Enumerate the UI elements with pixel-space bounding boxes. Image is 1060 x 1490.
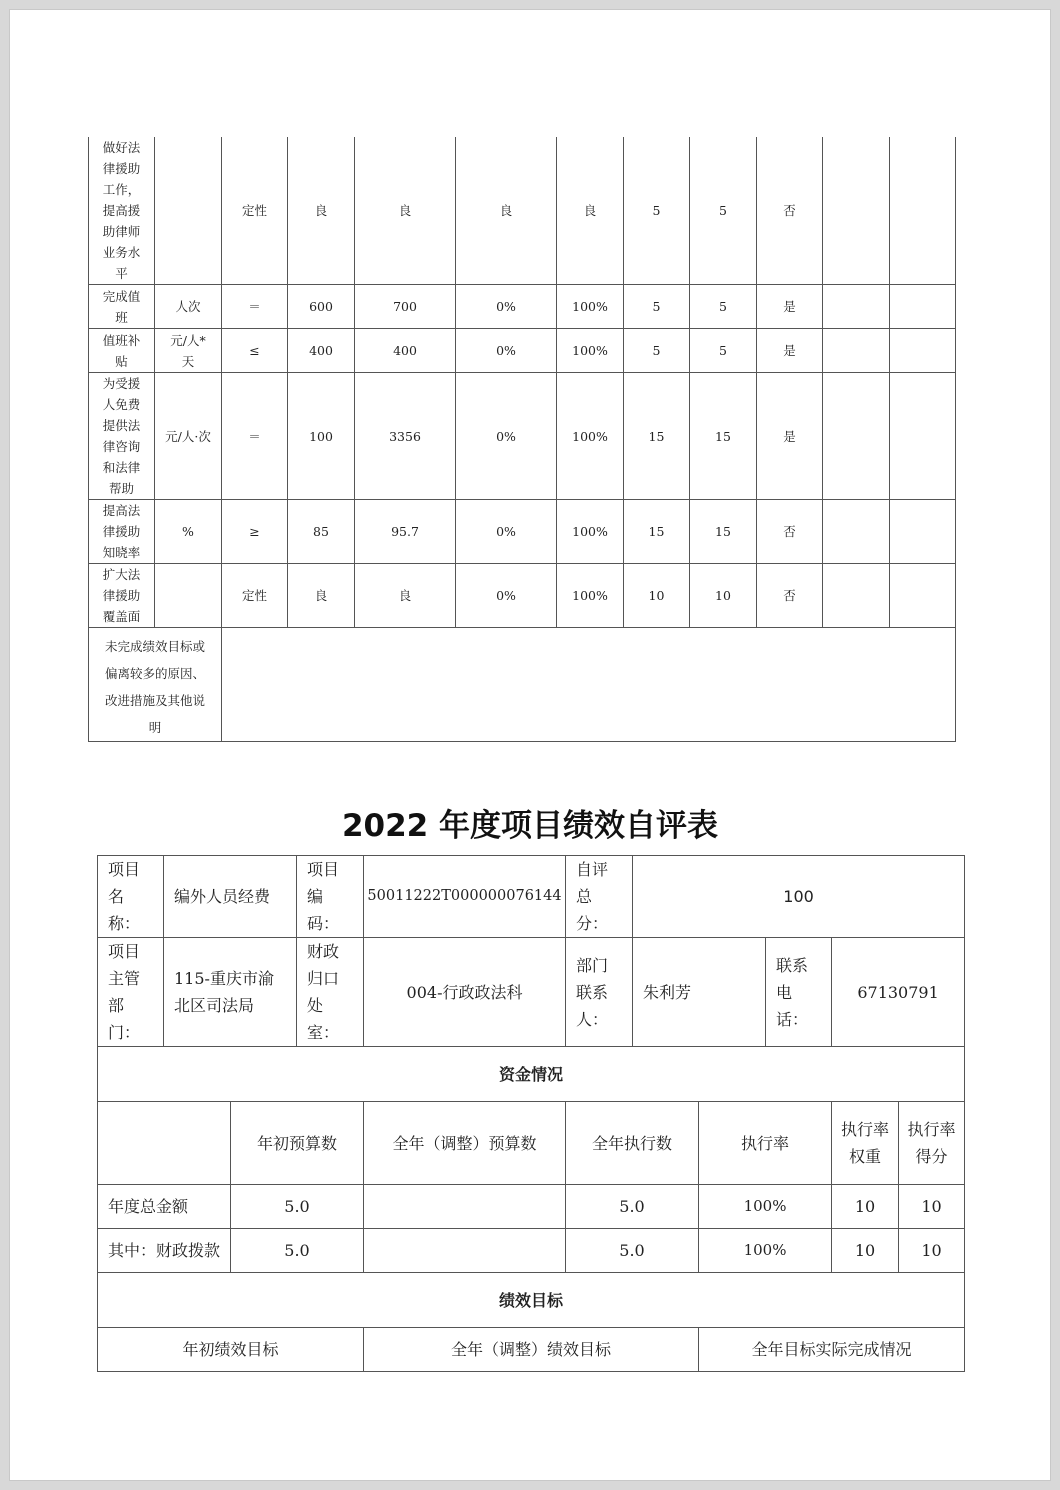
indicator-weight: 15 [624,373,690,500]
funds-executed: 5.0 [566,1229,699,1273]
indicator-flag: 是 [757,329,823,373]
total-score-value: 100 [633,856,965,938]
finance-label: 财政归口处室： [307,942,340,1042]
total-score-label: 自评总分： [576,860,609,933]
funds-row [98,1229,965,1273]
funds-header-executed: 全年执行数 [566,1102,699,1185]
funds-header-weight: 执行率权重 [841,1120,890,1166]
indicator-rate: 100% [557,285,624,329]
indicator-weight: 10 [624,564,690,628]
indicator-weight: 5 [624,285,690,329]
table-row [89,137,956,285]
empty-cell [890,329,956,373]
indicator-unit: 元/人·次 [165,428,211,444]
empty-cell [823,137,890,285]
table-row [89,564,956,628]
table-row [89,500,956,564]
indicator-unit: % [155,500,222,564]
section-row [98,1273,965,1328]
indicator-actual: 700 [355,285,456,329]
funds-row-label: 其中：财政拨款 [98,1229,231,1273]
funds-score: 10 [899,1229,965,1273]
indicator-flag: 否 [757,500,823,564]
indicator-target: 85 [288,500,355,564]
indicator-weight: 15 [624,500,690,564]
indicator-operator: ＝ [222,285,288,329]
finance-value: 004-行政政法科 [364,938,566,1047]
indicator-name: 完成值班 [102,288,141,325]
indicator-name: 扩大法律援助覆盖面 [102,567,141,624]
self-evaluation-table [97,855,965,1372]
dept-label: 项目主管部门： [108,942,141,1042]
indicator-rate: 100% [557,500,624,564]
indicator-target: 良 [288,564,355,628]
indicator-score: 15 [690,373,757,500]
project-code-label: 项目编码： [307,860,340,933]
funds-adjusted [364,1229,566,1273]
funds-rate: 100% [699,1185,832,1229]
indicator-weight: 5 [624,137,690,285]
indicator-rate: 100% [557,564,624,628]
funds-initial: 5.0 [231,1229,364,1273]
indicator-flag: 否 [757,137,823,285]
funds-row-label: 年度总金额 [98,1185,231,1229]
empty-cell [823,373,890,500]
indicator-actual: 3356 [355,373,456,500]
indicator-name: 为受援人免费提供法律咨询和法律帮助 [102,376,141,496]
empty-cell [890,137,956,285]
indicator-deviation: 0% [456,329,557,373]
empty-cell [890,564,956,628]
funds-section-title: 资金情况 [98,1047,965,1102]
indicator-unit [155,137,222,285]
project-name-label: 项目名称： [108,860,141,933]
indicator-score: 10 [690,564,757,628]
goals-header-actual: 全年目标实际完成情况 [699,1328,965,1372]
funds-adjusted [364,1185,566,1229]
indicator-target: 良 [288,137,355,285]
document-page [10,10,1050,1480]
table-row [89,373,956,500]
indicator-target: 600 [288,285,355,329]
goals-header-row [98,1328,965,1372]
dept-value: 115-重庆市渝北区司法局 [174,969,274,1015]
empty-cell [890,373,956,500]
notes-label: 未完成绩效目标或偏离较多的原因、改进措施及其他说明 [104,638,205,735]
funds-rate: 100% [699,1229,832,1273]
project-code-value: 50011222T000000076144 [364,856,566,938]
indicator-rate: 良 [557,137,624,285]
notes-value [222,628,956,742]
performance-indicator-table [88,137,956,742]
funds-header-rate: 执行率 [699,1102,832,1185]
phone-label: 联系电话： [776,955,809,1029]
table-row [89,285,956,329]
indicator-operator: ＝ [222,373,288,500]
goals-header-adjusted: 全年（调整）绩效目标 [364,1328,699,1372]
indicator-target: 400 [288,329,355,373]
indicator-actual: 400 [355,329,456,373]
indicator-deviation: 0% [456,373,557,500]
indicator-flag: 是 [757,373,823,500]
table-row [89,329,956,373]
section-row [98,1047,965,1102]
indicator-operator: ≥ [222,500,288,564]
indicator-name: 做好法律援助工作，提高援助律师业务水平 [102,140,141,281]
empty-cell [890,285,956,329]
indicator-deviation: 0% [456,564,557,628]
indicator-deviation: 0% [456,500,557,564]
empty-cell [98,1102,231,1185]
indicator-score: 5 [690,329,757,373]
funds-score: 10 [899,1185,965,1229]
phone-value: 67130791 [832,938,965,1047]
indicator-unit: 人次 [155,285,222,329]
indicator-target: 100 [288,373,355,500]
project-name-value: 编外人员经费 [164,856,297,938]
indicator-operator: 定性 [222,564,288,628]
indicator-flag: 是 [757,285,823,329]
funds-weight: 10 [832,1185,899,1229]
page-title: 2022 年度项目绩效自评表 [341,808,719,844]
funds-header-initial: 年初预算数 [231,1102,364,1185]
indicator-actual: 良 [355,137,456,285]
indicator-actual: 良 [355,564,456,628]
funds-header-row [98,1102,965,1185]
funds-executed: 5.0 [566,1185,699,1229]
empty-cell [890,500,956,564]
goals-header-initial: 年初绩效目标 [98,1328,364,1372]
indicator-actual: 95.7 [355,500,456,564]
indicator-flag: 否 [757,564,823,628]
empty-cell [823,500,890,564]
indicator-deviation: 良 [456,137,557,285]
funds-header-adjusted: 全年（调整）预算数 [364,1102,566,1185]
indicator-name: 提高法律援助知晓率 [102,503,141,560]
empty-cell [823,329,890,373]
goals-section-title: 绩效目标 [98,1273,965,1328]
empty-cell [823,564,890,628]
funds-header-score: 执行率得分 [907,1120,956,1166]
indicator-rate: 100% [557,329,624,373]
contact-label: 部门联系人： [576,955,609,1029]
funds-row [98,1185,965,1229]
indicator-score: 5 [690,137,757,285]
indicator-name: 值班补贴 [102,332,141,369]
funds-weight: 10 [832,1229,899,1273]
indicator-score: 15 [690,500,757,564]
contact-value: 朱利芳 [633,938,766,1047]
indicator-weight: 5 [624,329,690,373]
notes-row [89,628,956,742]
indicator-operator: 定性 [222,137,288,285]
indicator-rate: 100% [557,373,624,500]
indicator-unit [155,564,222,628]
indicator-score: 5 [690,285,757,329]
indicator-deviation: 0% [456,285,557,329]
indicator-unit: 元/人*天 [170,332,206,369]
info-row [98,938,965,1047]
funds-initial: 5.0 [231,1185,364,1229]
indicator-operator: ≤ [222,329,288,373]
info-row [98,856,965,938]
empty-cell [823,285,890,329]
